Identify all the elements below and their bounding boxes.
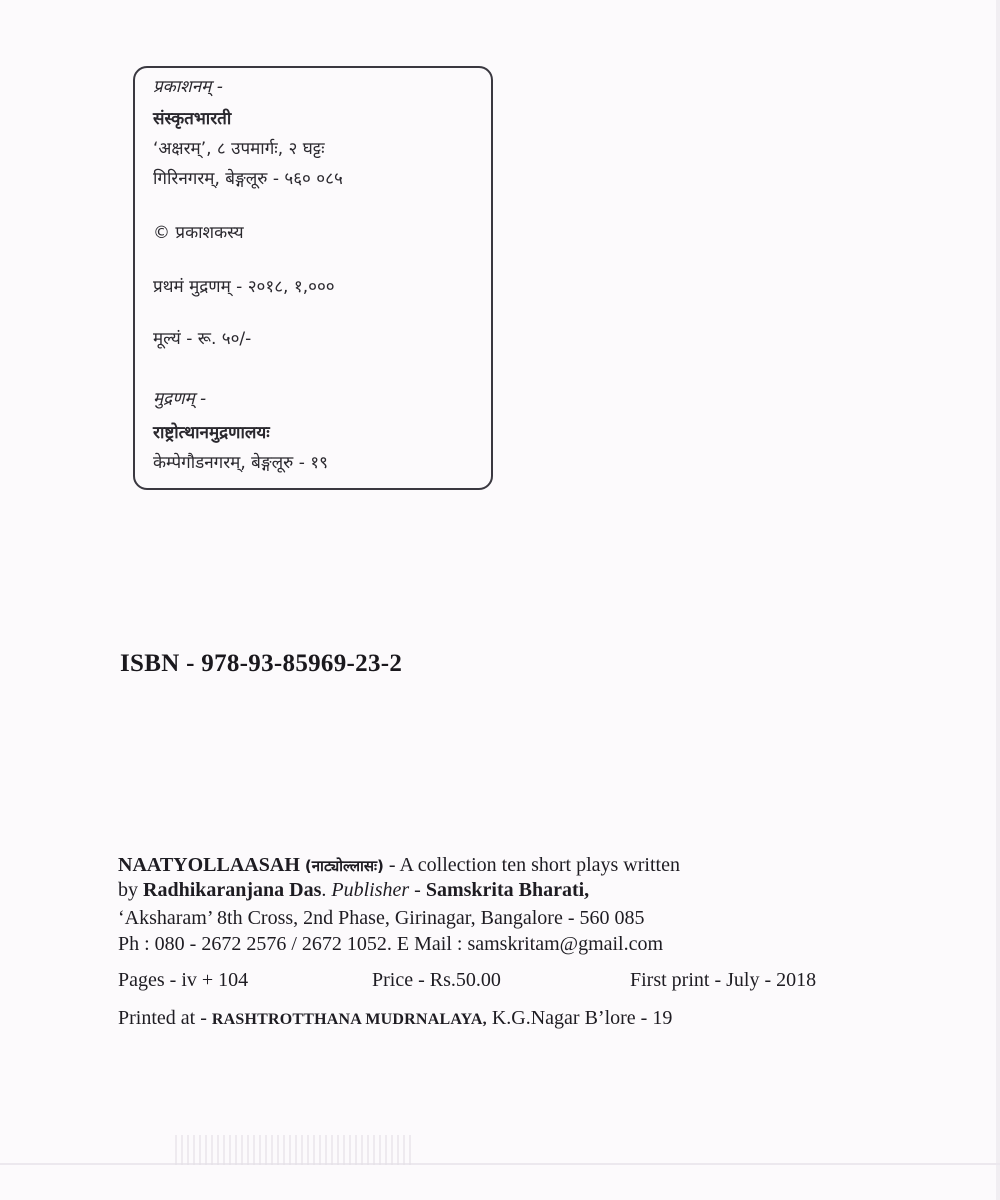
book-title-line (118, 854, 680, 877)
printer-location: K.G.Nagar B’lore - 19 (486, 1007, 673, 1029)
book-title-devanagari: (नाट्योल्लासः) (304, 857, 384, 875)
scan-edge-right (996, 0, 1000, 1200)
first-printing-line: प्रथमं मुद्रणम् - २०१८, १,००० (153, 277, 335, 297)
print-info-line (118, 969, 898, 995)
publisher-name-english: Samskrita Bharati, (425, 879, 590, 901)
isbn: ISBN - 978-93-85969-23-2 (120, 650, 403, 677)
scan-edge-bottom (0, 1163, 1000, 1165)
author-publisher-line (118, 879, 589, 902)
copyright-line: © प्रकाशकस्य (153, 223, 244, 243)
book-price: Price - Rs.50.00 (372, 969, 501, 991)
price-line: मूल्यं - रू. ५०/- (153, 329, 252, 349)
printer-name-english: RASHTROTTHANA MUDRNALAYA, (211, 1011, 487, 1028)
printed-at-line (118, 1007, 672, 1030)
publisher-address-line1: ‘अक्षरम्’, ८ उपमार्गः, २ घट्टः (153, 139, 325, 159)
book-title: NAATYOLLAASAH (118, 854, 300, 876)
publisher-label: Publisher (331, 879, 410, 901)
printer-name: राष्ट्रोत्थानमुद्रणालयः (153, 423, 270, 443)
pages-count: Pages - iv + 104 (118, 969, 249, 991)
publisher-dash: - (409, 879, 426, 901)
book-description: - A collection ten short plays written (383, 854, 680, 876)
first-print-date: First print - July - 2018 (630, 969, 817, 991)
publisher-name: संस्कृतभारती (153, 109, 232, 129)
imprint-box (133, 66, 493, 490)
publisher-address-line2: गिरिनगरम्, बेङ्गलूरु - ५६० ०८५ (153, 169, 343, 189)
author-name: Radhikaranjana Das (143, 879, 322, 901)
publisher-address-english: ‘Aksharam’ 8th Cross, 2nd Phase, Girinagar, Bangalore - 560 085 (118, 907, 645, 929)
by-label: by (118, 879, 143, 901)
author-period: . (321, 879, 332, 901)
publication-label: प्रकाशनम् - (153, 77, 223, 97)
scan-smudge (175, 1135, 415, 1165)
printed-at-label: Printed at - (118, 1007, 212, 1029)
contact-line: Ph : 080 - 2672 2576 / 2672 1052. E Mail : samskritam@gmail.com (118, 933, 664, 955)
printing-label: मुद्रणम् - (153, 389, 207, 409)
printer-address: केम्पेगौडनगरम्, बेङ्गलूरु - १९ (153, 453, 328, 473)
